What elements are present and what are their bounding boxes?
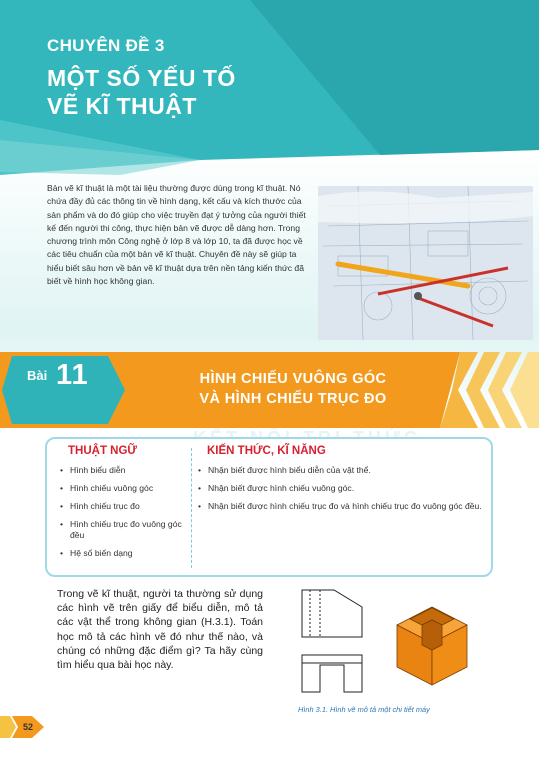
keyword-item: • Hình biểu diễn <box>60 465 188 476</box>
lesson-title <box>148 369 438 409</box>
lesson-number: 11 <box>56 359 89 391</box>
page-number-badge <box>0 716 44 738</box>
intro-paragraph: Bản vẽ kĩ thuật là một tài liệu thường được dùng trong kĩ thuật. Nó chứa đầy đủ các thông tin về hình dạng, kết cấu và kích thước của sản phẩm và do đó giúp cho việc truyền đạt ý tưởng của người thiết kế đến người thi công, thực hiện bản vẽ được dễ dàng hơn. Trong chương trình môn Công nghệ ở lớp 8 và lớp 10, ta đã được học về các tiêu chuẩn của một bản vẽ kĩ thuật. Chuyên đề này sẽ giúp ta hiểu biết sâu hơn về bản vẽ kĩ thuật dựa trên nền tảng kiến thức đã biết về hình học không gian. <box>47 183 306 287</box>
chapter-title-line2: VẼ KĨ THUẬT <box>47 93 197 119</box>
chapter-title-line1: MỘT SỐ YẾU TỐ <box>47 65 236 91</box>
skill-item: • Nhận biết được hình chiếu trục đo và hình chiếu trục đo vuông góc đều. <box>198 501 488 512</box>
lesson-title-line2: VÀ HÌNH CHIẾU TRỤC ĐO <box>199 391 387 407</box>
chapter-label: CHUYÊN ĐỀ 3 <box>47 36 165 55</box>
figure-caption: Hình 3.1. Hình vẽ mô tả một chi tiết máy <box>298 705 430 714</box>
keyword-item: • Hệ số biến dạng <box>60 548 188 559</box>
keyword-item: • Hình chiếu trục đo <box>60 501 188 512</box>
skill-item: • Nhận biết được hình chiếu vuông góc. <box>198 483 488 494</box>
skill-item: • Nhận biết được hình biểu diễn của vật thể. <box>198 465 488 476</box>
box-divider <box>191 448 192 568</box>
chapter-title <box>47 64 236 120</box>
technical-drawing-photo <box>318 186 533 340</box>
keywords-list <box>60 465 188 566</box>
page-number: 52 <box>23 722 34 732</box>
body-paragraph: Trong vẽ kĩ thuật, người ta thường sử dụng các hình vẽ trên giấy để biểu diễn, mô tả các vật thể trong không gian (H.3.1). Toán học mô tả các hình vẽ đó như thế nào, và chúng có những đặc điểm gì? Ta hãy cùng tìm hiểu qua bài học này. <box>57 588 263 672</box>
keyword-item: • Hình chiếu vuông góc <box>60 483 188 494</box>
machine-part-figure <box>292 585 492 703</box>
keyword-item: • Hình chiếu trục đo vuông góc đều <box>60 519 188 541</box>
lesson-title-line1: HÌNH CHIẾU VUÔNG GÓC <box>199 371 387 387</box>
lesson-label: Bài <box>27 368 48 383</box>
keywords-title: THUẬT NGỮ <box>68 445 137 457</box>
skills-list <box>198 465 488 519</box>
skills-title: KIẾN THỨC, KĨ NĂNG <box>207 445 326 457</box>
